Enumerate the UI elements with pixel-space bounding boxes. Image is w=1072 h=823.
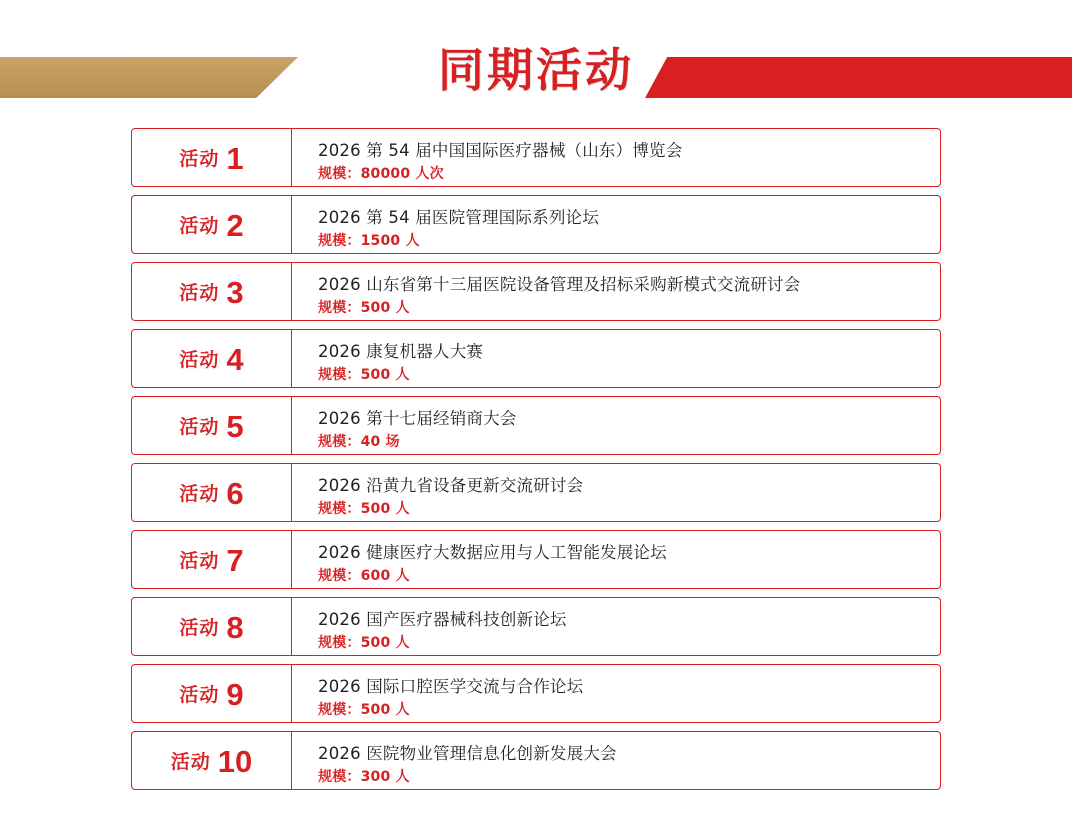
activity-title: 2026 医院物业管理信息化创新发展大会 <box>318 743 617 763</box>
activity-scale: 规模：500 人 <box>318 701 410 718</box>
activity-body <box>292 732 940 789</box>
activity-index-label: 活动 <box>170 751 211 773</box>
activity-index-number: 1 <box>226 141 244 176</box>
activity-row-2 <box>131 195 941 254</box>
activity-scale: 规模：500 人 <box>318 500 410 517</box>
activity-index-label: 活动 <box>179 349 220 371</box>
activity-index <box>132 665 292 722</box>
activity-body <box>292 330 940 387</box>
page-title: 同期活动 <box>438 43 634 97</box>
activity-index <box>132 129 292 186</box>
activity-title: 2026 国际口腔医学交流与合作论坛 <box>318 676 584 696</box>
activity-index-label: 活动 <box>179 617 220 639</box>
activity-body <box>292 665 940 722</box>
activity-body <box>292 531 940 588</box>
activity-index-label: 活动 <box>179 684 220 706</box>
activity-index <box>132 263 292 320</box>
activity-body <box>292 598 940 655</box>
activity-row-8 <box>131 597 941 656</box>
activity-title: 2026 康复机器人大赛 <box>318 341 484 361</box>
activity-index <box>132 732 292 789</box>
activity-scale: 规模：500 人 <box>318 634 410 651</box>
activity-index-label: 活动 <box>179 148 220 170</box>
activity-index-number: 2 <box>226 208 244 243</box>
activity-index-number: 8 <box>226 610 244 645</box>
activity-title: 2026 第 54 届医院管理国际系列论坛 <box>318 207 599 227</box>
activity-row-5 <box>131 396 941 455</box>
activity-index-number: 7 <box>226 543 244 578</box>
activity-index-label: 活动 <box>179 483 220 505</box>
activity-body <box>292 129 940 186</box>
activity-row-10 <box>131 731 941 790</box>
activity-title: 2026 国产医疗器械科技创新论坛 <box>318 609 567 629</box>
activity-scale: 规模：600 人 <box>318 567 410 584</box>
activity-list <box>131 128 941 798</box>
activity-scale: 规模：1500 人 <box>318 232 420 249</box>
activity-index-number: 5 <box>226 409 244 444</box>
activity-row-6 <box>131 463 941 522</box>
activity-row-9 <box>131 664 941 723</box>
activity-scale: 规模：80000 人次 <box>318 165 444 182</box>
activity-scale: 规模：40 场 <box>318 433 400 450</box>
activity-index-number: 6 <box>226 476 244 511</box>
activity-title: 2026 健康医疗大数据应用与人工智能发展论坛 <box>318 542 667 562</box>
activity-title: 2026 山东省第十三届医院设备管理及招标采购新模式交流研讨会 <box>318 274 801 294</box>
activity-index <box>132 531 292 588</box>
activity-title: 2026 第十七届经销商大会 <box>318 408 517 428</box>
activity-scale: 规模：500 人 <box>318 366 410 383</box>
activity-index <box>132 330 292 387</box>
activity-row-4 <box>131 329 941 388</box>
activity-body <box>292 397 940 454</box>
activity-scale: 规模：300 人 <box>318 768 410 785</box>
activity-row-7 <box>131 530 941 589</box>
activity-row-3 <box>131 262 941 321</box>
activity-index <box>132 196 292 253</box>
activity-index-label: 活动 <box>179 215 220 237</box>
activity-index <box>132 464 292 521</box>
page-header <box>0 0 1072 118</box>
activity-index <box>132 598 292 655</box>
activity-index-label: 活动 <box>179 282 220 304</box>
activity-body <box>292 464 940 521</box>
activity-body <box>292 196 940 253</box>
activity-row-1 <box>131 128 941 187</box>
activity-index-label: 活动 <box>179 416 220 438</box>
activity-index-number: 4 <box>226 342 244 377</box>
activity-scale: 规模：500 人 <box>318 299 410 316</box>
activity-index-number: 3 <box>226 275 244 310</box>
activity-title: 2026 第 54 届中国国际医疗器械（山东）博览会 <box>318 140 683 160</box>
activity-index-number: 10 <box>217 744 253 779</box>
activity-index-number: 9 <box>226 677 244 712</box>
activity-body <box>292 263 940 320</box>
activity-title: 2026 沿黄九省设备更新交流研讨会 <box>318 475 584 495</box>
activity-index <box>132 397 292 454</box>
activity-index-label: 活动 <box>179 550 220 572</box>
